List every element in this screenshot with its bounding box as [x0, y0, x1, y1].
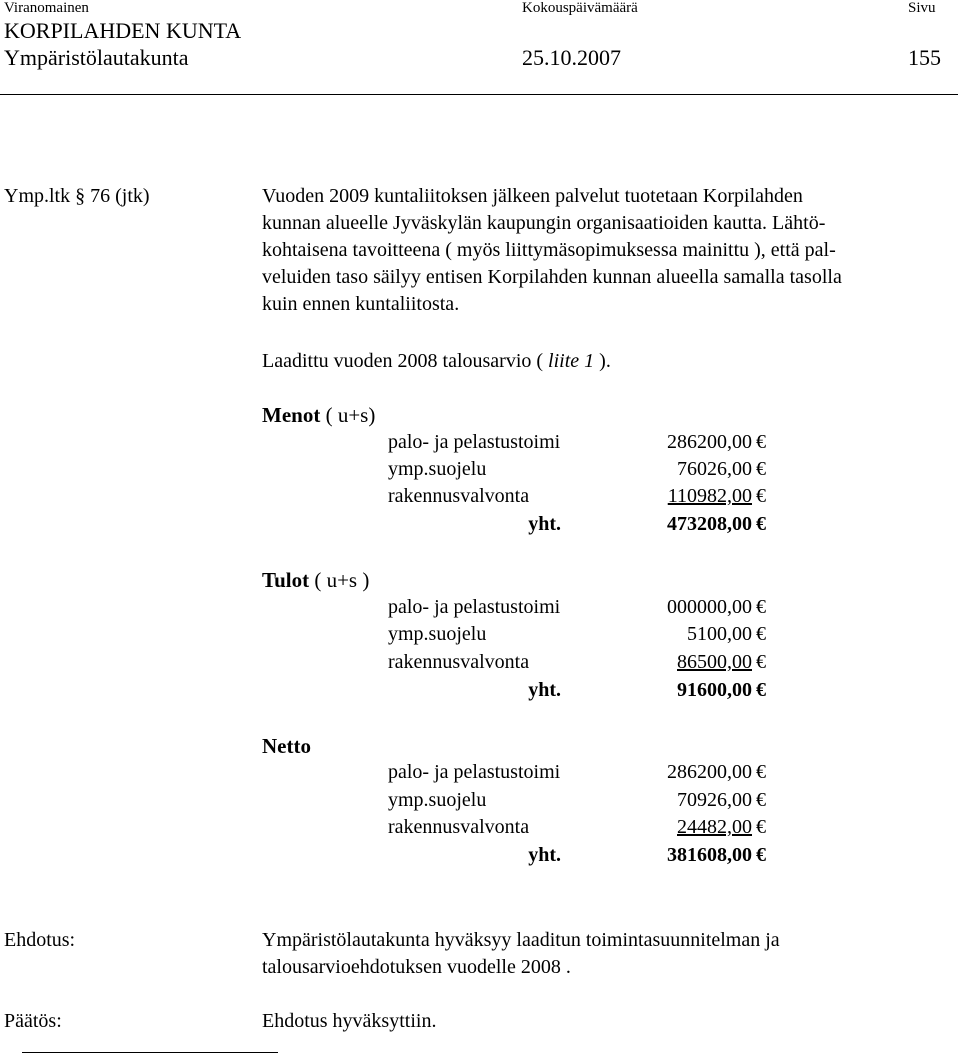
total-amount: 91600,00 — [677, 679, 752, 701]
header-divider — [0, 94, 958, 95]
netto-title: Netto — [262, 734, 311, 758]
total-amount: 473208,00 — [667, 513, 752, 535]
tulot-row — [388, 651, 788, 678]
row-name: rakennusvalvonta — [388, 485, 530, 507]
menot-heading — [262, 403, 375, 428]
row-amount: 286200,00 — [667, 761, 752, 783]
row-name: palo- ja pelastustoimi — [388, 761, 561, 783]
tulot-subtitle: ( u+s ) — [309, 568, 370, 592]
row-amount: 286200,00 — [667, 431, 752, 453]
paragraph-line: kuin ennen kuntaliitosta. — [262, 293, 460, 315]
netto-row — [388, 789, 788, 816]
paragraph-line: kohtaisena tavoitteena ( myös liittymäsopimuksessa mainittu ), että pal- — [262, 239, 836, 261]
header-label-date: Kokouspäivämäärä — [522, 0, 638, 16]
paragraph-line: veluiden taso säilyy entisen Korpilahden kunnan alueella samalla tasolla — [262, 266, 842, 288]
tulot-heading — [262, 568, 369, 593]
menot-title: Menot — [262, 403, 321, 427]
row-name: palo- ja pelastustoimi — [388, 431, 561, 453]
euro-icon: € — [756, 679, 766, 701]
row-amount: 000000,00 — [667, 596, 752, 618]
header-label-page: Sivu — [908, 0, 936, 16]
euro-icon: € — [756, 485, 766, 507]
header-label-authority: Viranomainen — [4, 0, 89, 16]
row-amount: 76026,00 — [677, 458, 752, 480]
tulot-total-row — [388, 679, 788, 706]
row-amount: 110982,00 — [667, 485, 752, 507]
row-name: ymp.suojelu — [388, 623, 487, 645]
menot-subtitle: ( u+s) — [320, 403, 376, 427]
euro-icon: € — [756, 761, 766, 783]
netto-total-row — [388, 844, 788, 871]
header-date: 25.10.2007 — [522, 45, 621, 70]
total-label: yht. — [528, 679, 561, 701]
tulot-row — [388, 623, 788, 650]
total-amount: 381608,00 — [667, 844, 752, 866]
total-label: yht. — [528, 844, 561, 866]
row-amount: 86500,00 — [677, 651, 752, 673]
item-reference: Ymp.ltk § 76 (jtk) — [4, 185, 150, 207]
row-name: rakennusvalvonta — [388, 816, 530, 838]
menot-row — [388, 485, 788, 512]
netto-row — [388, 816, 788, 843]
budget-suffix: ). — [594, 350, 611, 372]
header-page-number: 155 — [908, 45, 941, 70]
euro-icon: € — [756, 596, 766, 618]
row-amount: 24482,00 — [677, 816, 752, 838]
row-name: rakennusvalvonta — [388, 651, 530, 673]
euro-icon: € — [756, 789, 766, 811]
paragraph-line: Vuoden 2009 kuntaliitoksen jälkeen palvelut tuotetaan Korpilahden — [262, 185, 803, 207]
decision-text: Ehdotus hyväksyttiin. — [262, 1010, 437, 1032]
header-committee: Ympäristölautakunta — [4, 45, 189, 70]
euro-icon: € — [756, 431, 766, 453]
proposal-label: Ehdotus: — [4, 929, 76, 951]
netto-row — [388, 761, 788, 788]
euro-icon: € — [756, 651, 766, 673]
row-amount: 5100,00 — [687, 623, 752, 645]
proposal-text — [262, 927, 952, 981]
menot-row — [388, 458, 788, 485]
attachment-reference: liite 1 — [548, 350, 595, 372]
decision-label: Päätös: — [4, 1010, 62, 1032]
euro-icon: € — [756, 458, 766, 480]
euro-icon: € — [756, 844, 766, 866]
header-municipality: KORPILAHDEN KUNTA — [4, 18, 242, 43]
menot-total-row — [388, 513, 788, 540]
proposal-line: talousarvioehdotuksen vuodelle 2008 . — [262, 956, 571, 978]
proposal-line: Ympäristölautakunta hyväksyy laaditun toimintasuunnitelman ja — [262, 929, 780, 951]
euro-icon: € — [756, 623, 766, 645]
row-name: ymp.suojelu — [388, 789, 487, 811]
paragraph-line: kunnan alueelle Jyväskylän kaupungin organisaatioiden kautta. Lähtö- — [262, 212, 826, 234]
budget-prefix: Laadittu vuoden 2008 talousarvio ( — [262, 350, 549, 372]
tulot-row — [388, 596, 788, 623]
row-name: palo- ja pelastustoimi — [388, 596, 561, 618]
signature-line — [22, 1052, 278, 1053]
total-label: yht. — [528, 513, 561, 535]
row-name: ymp.suojelu — [388, 458, 487, 480]
item-paragraph — [262, 183, 952, 318]
euro-icon: € — [756, 513, 766, 535]
euro-icon: € — [756, 816, 766, 838]
tulot-title: Tulot — [262, 568, 310, 592]
menot-row — [388, 431, 788, 458]
budget-line — [262, 348, 611, 375]
row-amount: 70926,00 — [677, 789, 752, 811]
